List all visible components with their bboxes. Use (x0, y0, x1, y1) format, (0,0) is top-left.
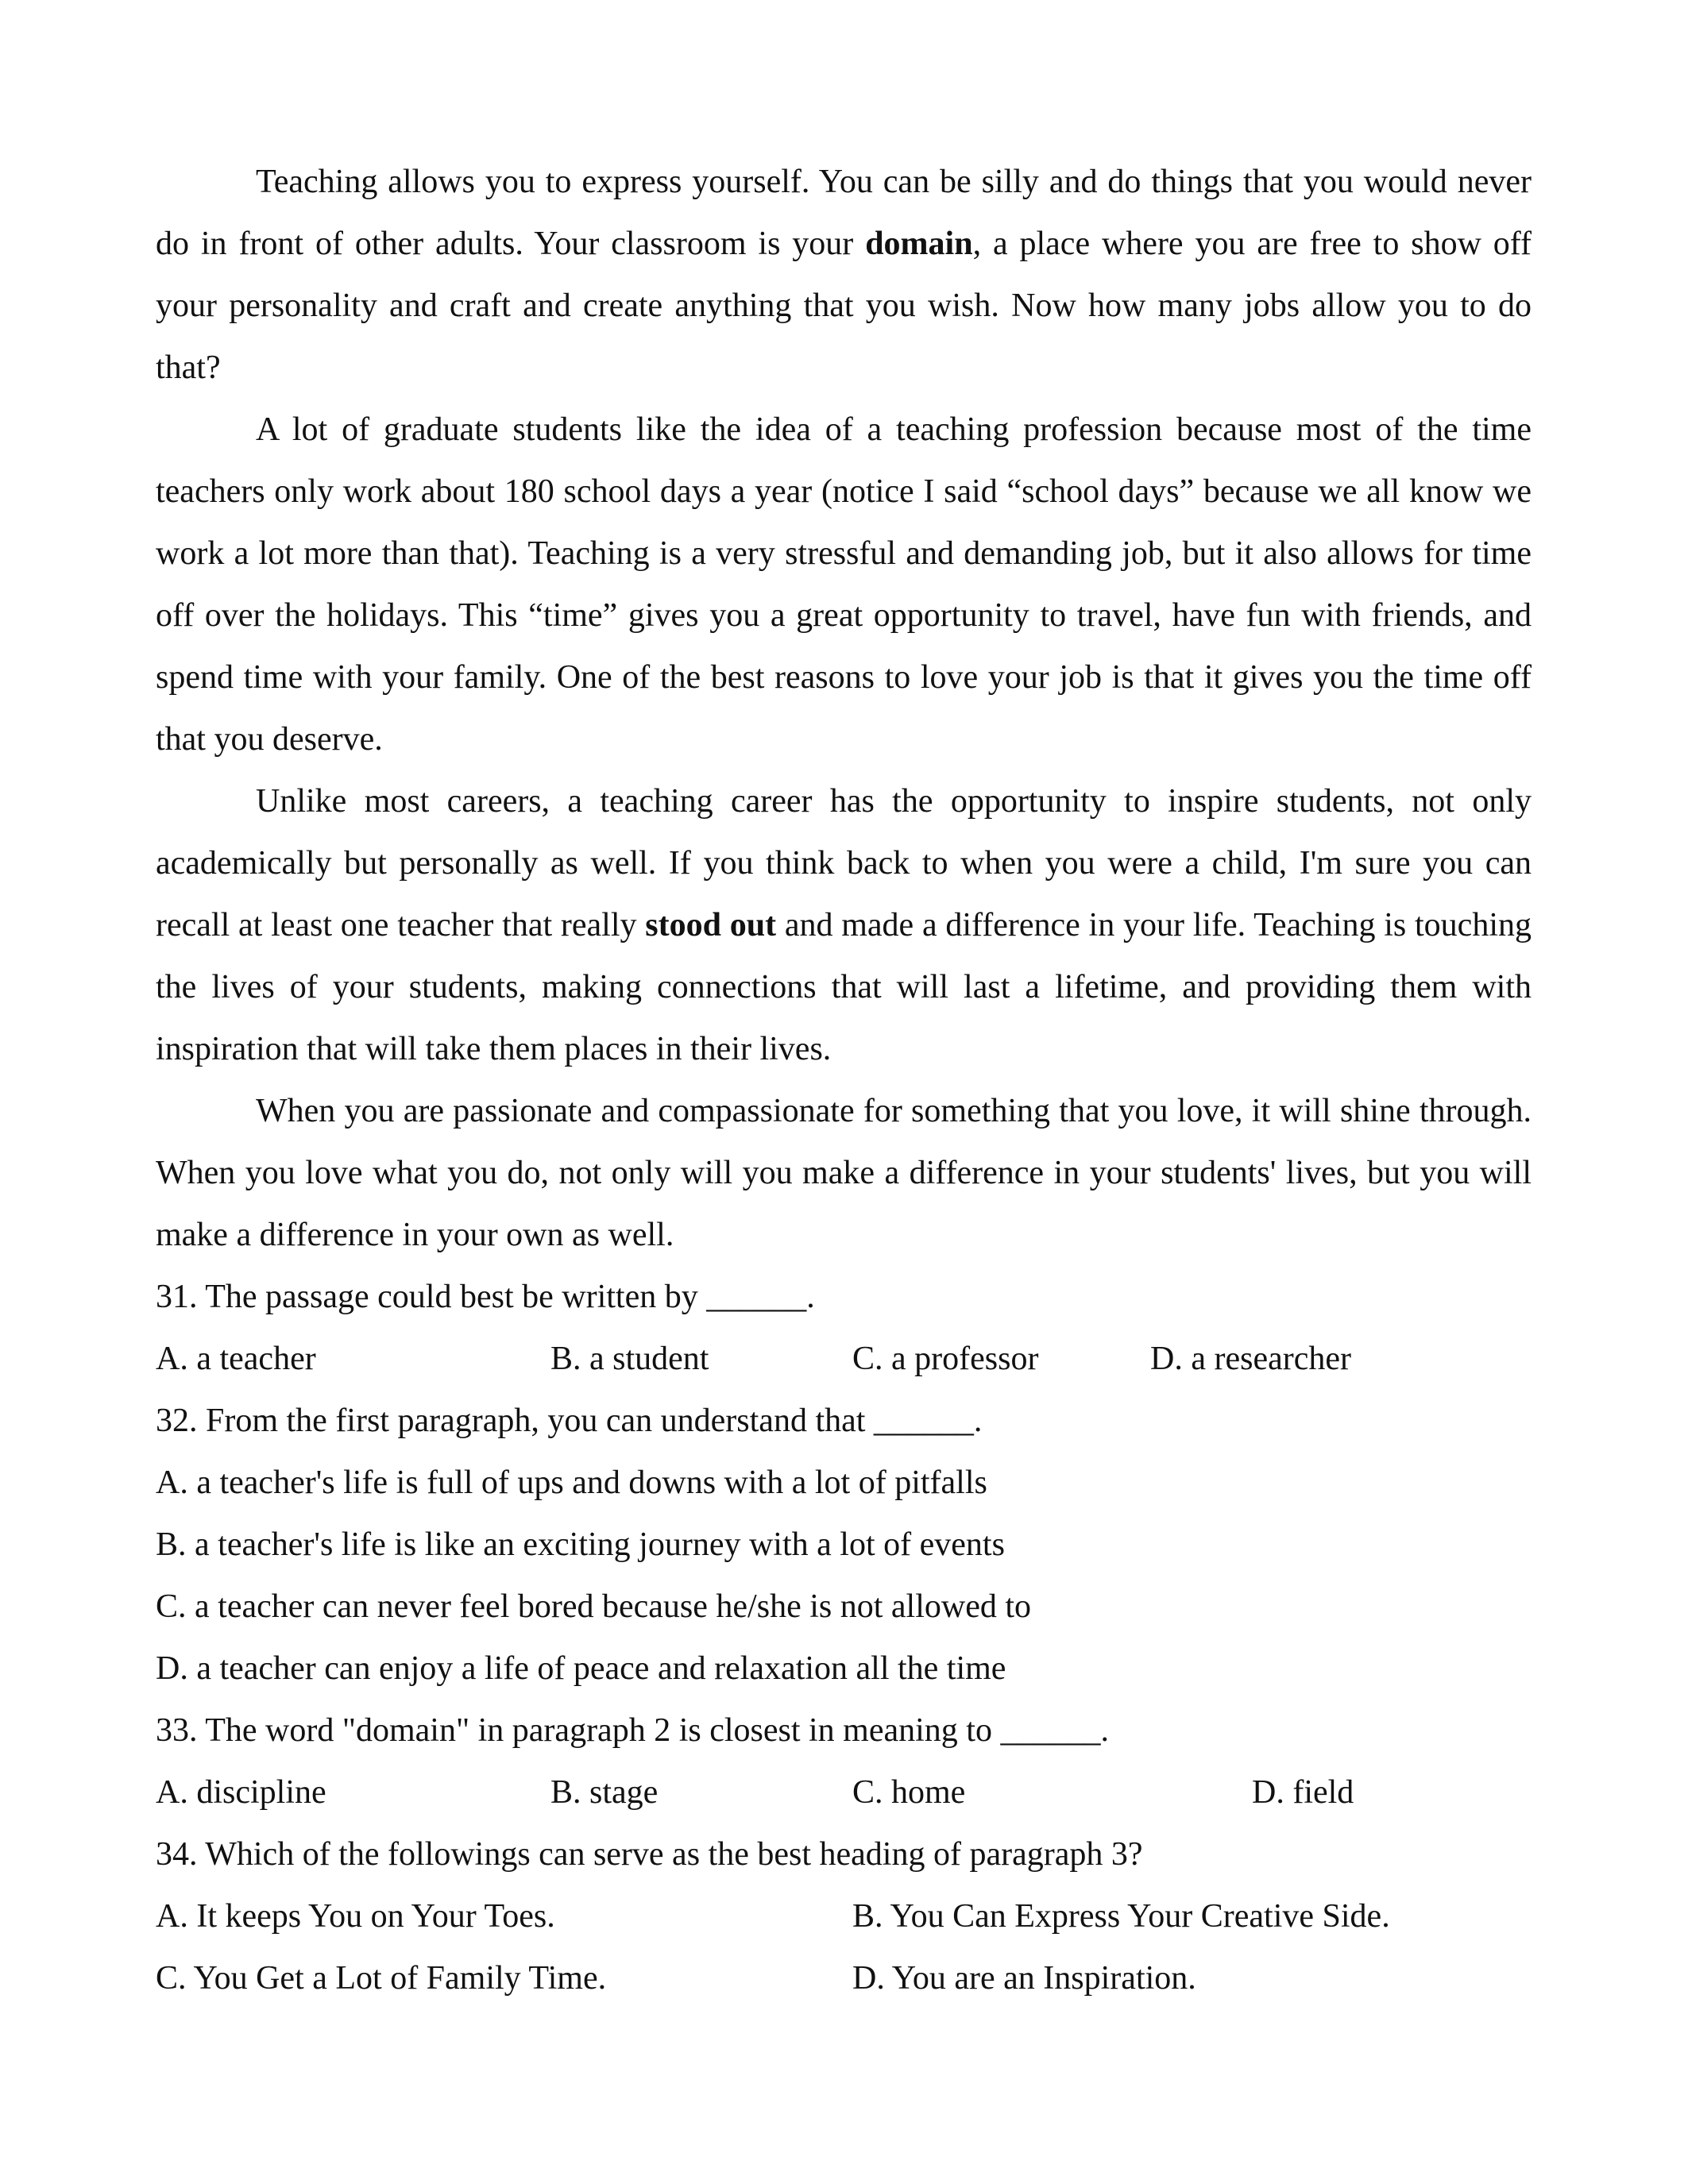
document-page (156, 151, 1532, 2009)
question-33-option-c: C. home (852, 1774, 966, 1811)
question-34-options-row-2 (156, 1947, 1532, 2009)
bold-word-domain: domain (865, 226, 973, 262)
question-33-option-b: B. stage (550, 1774, 659, 1811)
paragraph-4: When you are passionate and compassionate for something that you love, it will shine through. When you love what you do, not only will you make a difference in your students' lives, but you will make a difference in your own as well. (156, 1093, 1532, 1253)
question-34-stem: 34. Which of the followings can serve as the best heading of paragraph 3? (156, 1836, 1143, 1873)
question-33-stem: 33. The word "domain" in paragraph 2 is closest in meaning to ______. (156, 1712, 1109, 1749)
question-32-option-d: D. a teacher can enjoy a life of peace and relaxation all the time (156, 1650, 1006, 1687)
question-34-option-b: B. You Can Express Your Creative Side. (852, 1898, 1390, 1935)
question-31-stem: 31. The passage could best be written by ______. (156, 1279, 815, 1315)
question-31-option-c: C. a professor (852, 1341, 1039, 1377)
paragraph-3 (156, 770, 1532, 1080)
question-31-option-d: D. a researcher (1150, 1341, 1351, 1377)
paragraph-1-text-end: , a place where you are free to show off your personality and craft and create anything that you wish. Now how many jobs allow you to do that? (156, 226, 1532, 386)
paragraph-1 (156, 151, 1532, 399)
bold-phrase-stood-out: stood out (645, 907, 777, 943)
question-32-option-b: B. a teacher's life is like an exciting journey with a lot of events (156, 1526, 1005, 1563)
question-32-option-c: C. a teacher can never feel bored because he/she is not allowed to (156, 1588, 1032, 1625)
question-31-options (156, 1328, 1532, 1390)
question-34-option-c: C. You Get a Lot of Family Time. (156, 1960, 607, 1997)
paragraph-2: A lot of graduate students like the idea of a teaching profession because most of the time teachers only work about 180 school days a year (notice I said “school days” because we all know we work a lot more than that). Teaching is a very stressful and demanding job, but it also allows for time off over the holidays. This “time” gives you a great opportunity to travel, have fun with friends, and spend time with your family. One of the best reasons to love your job is that it gives you the time off that you deserve. (156, 411, 1532, 758)
question-32-stem: 32. From the first paragraph, you can understand that ______. (156, 1403, 983, 1439)
question-33-option-a: A. discipline (156, 1774, 326, 1811)
question-34-option-a: A. It keeps You on Your Toes. (156, 1898, 555, 1935)
paragraph-1-text-start: Teaching allows you to express yourself. You can be silly and do things that you would never do in front of other adults. Your classroom is your (156, 164, 1532, 262)
paragraph-3-text-end: and made a difference in your life. Teaching is touching the lives of your students, making connections that will last a lifetime, and providing them with inspiration that will take them places in their lives. (156, 907, 1532, 1067)
question-33-option-d: D. field (1252, 1774, 1354, 1811)
question-31-option-b: B. a student (550, 1341, 709, 1377)
question-32-option-a: A. a teacher's life is full of ups and downs with a lot of pitfalls (156, 1464, 987, 1501)
question-31-option-a: A. a teacher (156, 1341, 316, 1377)
paragraph-3-text-start: Unlike most careers, a teaching career has the opportunity to inspire students, not only academically but personally as well. If you think back to when you were a child, I'm sure you can recall at least one teacher that really (156, 783, 1532, 943)
question-33-options (156, 1761, 1532, 1823)
question-34-option-d: D. You are an Inspiration. (852, 1960, 1196, 1997)
question-34-options-row-1 (156, 1885, 1532, 1947)
